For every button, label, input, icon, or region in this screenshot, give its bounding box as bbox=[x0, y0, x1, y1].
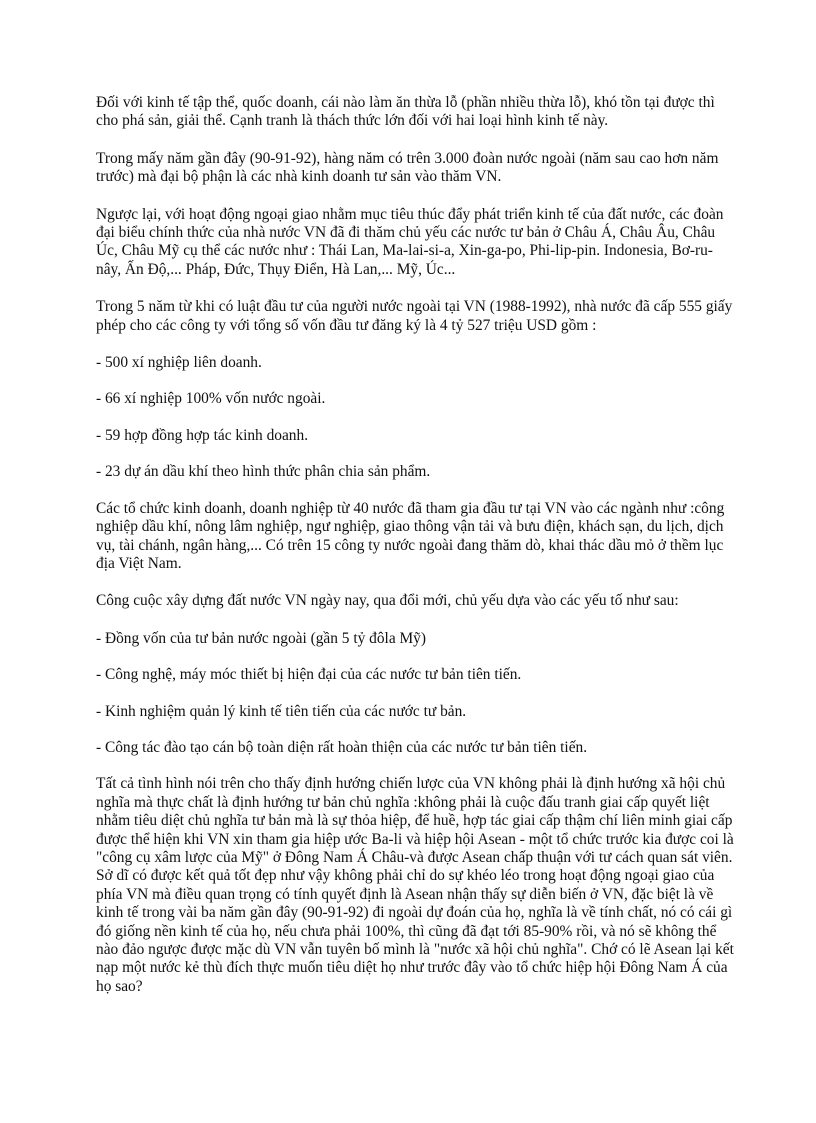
list-item-foreign-capital: - Đồng vốn của tư bản nước ngoài (gần 5 tỷ đôla Mỹ) bbox=[96, 629, 426, 647]
list-item-cadre-training: - Công tác đào tạo cán bộ toàn diện rất hoàn thiện của các nước tư bản tiên tiến. bbox=[96, 738, 588, 756]
paragraph-strategic-orientation: Tất cả tình hình nói trên cho thấy định hướng chiến lược của VN không phải là định hướng xã hội chủ nghĩa mà thực chất là định hướng tư bản chủ nghĩa :không phải là cuộc đấu tranh giai cấp quyết liệt nhằm tiêu diệt chủ nghĩa tư bản mà là sự thỏa hiệp, để huề, hợp tác giai cấp thậm chí liên minh giai cấp được thể hiện khi VN xin tham gia hiệp ước Ba-li và hiệp hội Asean - một tổ chức trước kia được coi là "công cụ xâm lược của Mỹ" ở Đông Nam Á Châu-và được Asean chấp thuận với tư cách quan sát viên. Sở dĩ có được kết quả tốt đẹp như vậy không phải chỉ do sự khéo léo trong hoạt động ngoại giao của phía VN mà điều quan trọng có tính quyết định là Asean nhận thấy sự diễn biến ở VN, đặc biệt là về kinh tế trong vài ba năm gần đây (90-91-92) đi ngoài dự đoán của họ, nghĩa là về tính chất, nó có cái gì đó giống nền kinh tế của họ, nếu chưa phải 100%, thì cũng đã đạt tới 85-90% rồi, và nó sẽ không thể nào đảo ngược được mặc dù VN vẫn tuyên bố mình là "nước xã hội chủ nghĩa". Chớ có lẽ Asean lại kết nạp một nước kẻ thù đích thực muốn tiêu diệt họ như trước đây vào tổ chức hiệp hội Đông Nam Á của họ sao? bbox=[96, 775, 734, 995]
paragraph-foreign-delegations: Trong mấy năm gần đây (90-91-92), hàng năm có trên 3.000 đoàn nước ngoài (năm sau cao hơn năm trước) mà đại bộ phận là các nhà kinh doanh tư sản vào thăm VN. bbox=[96, 149, 719, 186]
paragraph-construction-factors: Công cuộc xây dựng đất nước VN ngày nay, qua đổi mới, chủ yếu dựa vào các yếu tố như sau: bbox=[96, 592, 679, 610]
paragraph-investing-sectors: Các tổ chức kinh doanh, doanh nghiệp từ 40 nước đã tham gia đầu tư tại VN vào các ngành như :công nghiệp dầu khí, nông lâm nghiệp, ngư nghiệp, giao thông vận tải và bưu điện, khách sạn, du lịch, dịch vụ, tài chánh, ngân hàng,... Có trên 15 công ty nước ngoài đang thăm dò, khai thác dầu mỏ ở thềm lục địa Việt Nam. bbox=[96, 499, 725, 572]
list-item-management-experience: - Kinh nghiệm quản lý kinh tế tiên tiến của các nước tư bản. bbox=[96, 702, 467, 720]
list-item-oil-projects: - 23 dự án dầu khí theo hình thức phân chia sản phẩm. bbox=[96, 463, 431, 481]
paragraph-investment-licenses: Trong 5 năm từ khi có luật đầu tư của người nước ngoài tại VN (1988-1992), nhà nước đã cấp 555 giấy phép cho các công ty với tổng số vốn đầu tư đăng ký là 4 tỷ 527 triệu USD gồm : bbox=[96, 298, 733, 334]
list-item-business-contracts: - 59 hợp đồng hợp tác kinh doanh. bbox=[96, 426, 309, 444]
list-item-technology: - Công nghệ, máy móc thiết bị hiện đại của các nước tư bản tiên tiến. bbox=[96, 666, 522, 684]
document-page bbox=[96, 94, 736, 1015]
paragraph-diplomatic-visits: Ngược lại, với hoạt động ngoại giao nhằm mục tiêu thúc đẩy phát triển kinh tế của đất nước, các đoàn đại biểu chính thức của nhà nước VN đã đi thăm chủ yếu các nước tư bản ở Châu Á, Châu Âu, Châu Úc, Châu Mỹ cụ thể các nước như : Thái Lan, Ma-lai-si-a, Xin-ga-po, Phi-lip-pin. Indonesia, Bơ-ru-nây, Ấn Độ,... Pháp, Đức, Thụy Điển, Hà Lan,... Mỹ, Úc... bbox=[96, 205, 724, 278]
list-item-joint-ventures: - 500 xí nghiệp liên doanh. bbox=[96, 354, 262, 372]
paragraph-collective-economy: Đối với kinh tế tập thể, quốc doanh, cái nào làm ăn thừa lỗ (phần nhiều thừa lỗ), khó tồn tại được thì cho phá sản, giải thể. Cạnh tranh là thách thức lớn đối với hai loại hình kinh tế này. bbox=[96, 94, 715, 130]
list-item-foreign-owned: - 66 xí nghiệp 100% vốn nước ngoài. bbox=[96, 390, 326, 408]
